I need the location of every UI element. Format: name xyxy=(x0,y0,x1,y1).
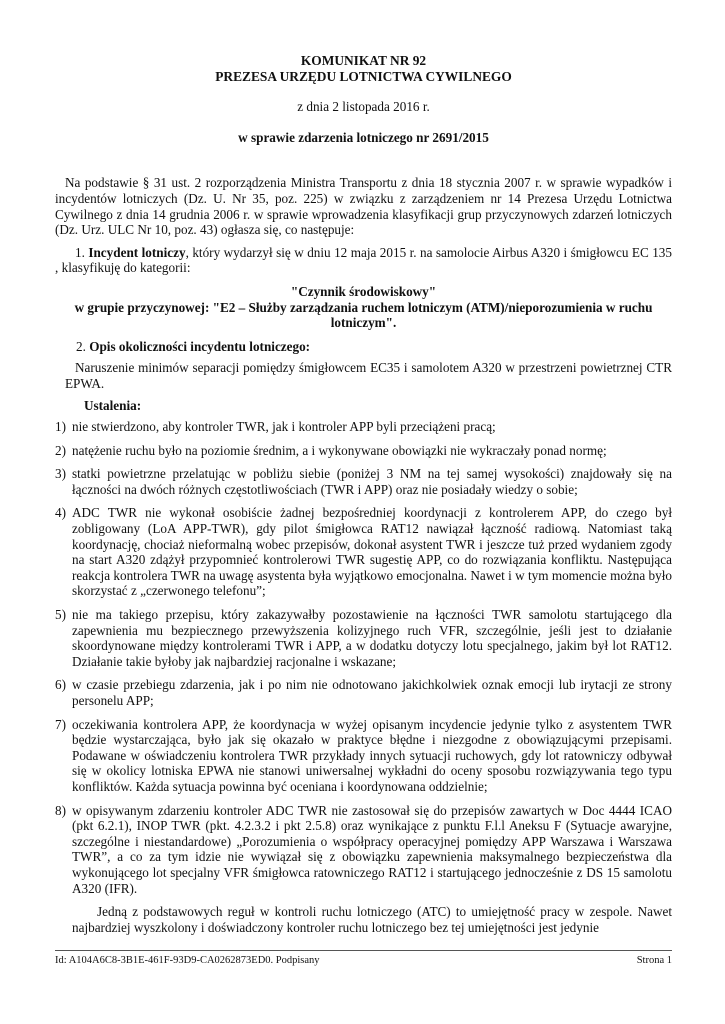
finding-number: 4) xyxy=(55,505,66,521)
point-1 xyxy=(55,245,672,276)
final-paragraph: Jedną z podstawowych reguł w kontroli ruchu lotniczego (ATC) to umiejętność pracy w zespole. Nawet najbardziej wyszkolony i doświadczony kontroler ruchu lotniczego bez tej umiejętności jest jedynie xyxy=(72,904,672,935)
document-id: Id: A104A6C8-3B1E-461F-93D9-CA0262873ED0. Podpisany xyxy=(55,955,320,966)
finding-number: 3) xyxy=(55,466,66,482)
finding-number: 2) xyxy=(55,442,66,458)
finding-text: ADC TWR nie wykonał osobiście żadnej bezpośredniej koordynacji z kontrolerem APP, do czego był zobligowany (LoA APP-TWR), gdy pilot śmigłowca RAT12 nawiązał łączność radiową. Natomiast taką koordynację, chociaż nieformalną wobec przepisów, dokonał asystent TWR i jeszcze tuż przed wydaniem zgody na start A320 zdążył przypomnieć kontrolerowi TWR sugestię APP, co do rozwiązania konfliktu. Następująca reakcja kontrolera TWR na uwagę asystenta była wyjątkowo emocjonalna. Nawet i w tym momencie można było skorzystać z „czerwonego telefonu”; xyxy=(72,505,672,599)
category-line1: "Czynnik środowiskowy" xyxy=(290,283,437,299)
finding-text: oczekiwania kontrolera APP, że koordynacja w wyżej opisanym incydencie jedynie tylko z asystentem TWR będzie wystarczająca, było jak się okazało w praktyce błędne i niezgodne z obowiązującymi przepisami. Podawane w oświadczeniu kontrolera TWR przykłady innych sytuacji ruchowych, gdy lot ratowniczy odbywał się w okolicy lotniska EPWA nie stanowi uniwersalnej wykładni do oceny sposobu rozwiązywania tego typu konfliktów. Każda sytuacja powinna być oceniana i koordynowana oddzielnie; xyxy=(72,716,672,794)
finding-item xyxy=(55,466,672,497)
page-footer xyxy=(55,955,672,967)
finding-text: natężenie ruchu było na poziomie średnim, a i wykonywane obowiązki nie wykraczały ponad normę; xyxy=(72,442,607,458)
document-title-line2: PREZESA URZĘDU LOTNICTWA CYWILNEGO xyxy=(215,68,512,84)
category-line2: w grupie przyczynowej: "E2 – Służby zarządzania ruchem lotniczym (ATM)/nieporozumienia w ruchu lotniczym". xyxy=(74,299,653,331)
finding-item xyxy=(55,607,672,669)
finding-item xyxy=(55,717,672,795)
finding-item xyxy=(55,677,672,708)
finding-item xyxy=(55,419,672,435)
footer-divider xyxy=(55,950,672,951)
findings-heading: Ustalenia: xyxy=(84,397,142,413)
finding-text: w opisywanym zdarzeniu kontroler ADC TWR nie zastosował się do przepisów zawartych w Doc 4444 ICAO (pkt 6.2.1), INOP TWR (pkt. 4.2.3.2 i pkt 2.5.8) oraz wynikające z punktu F.l.l Aneksu F (Sytuacje awaryjne, szczególne i niestandardowe) „Porozumienia o współpracy operacyjnej pomiędzy APP Warszawa i Warszawa TWR”, a co za tym idzie nie wywiązał się z obowiązku zapewnienia maksymalnego bezpieczeństwa dla wykonującego lot specjalny VFR śmigłowca ratowniczego RAT12 i startującego jednocześnie z DS 15 samolotu A320 (IFR). xyxy=(72,802,672,896)
findings-list xyxy=(55,419,672,896)
category-block xyxy=(55,284,672,331)
finding-text: nie stwierdzono, aby kontroler TWR, jak i kontroler APP byli przeciążeni pracą; xyxy=(72,419,496,435)
finding-number: 5) xyxy=(55,607,66,623)
finding-text: w czasie przebiegu zdarzenia, jak i po nim nie odnotowano jakichkolwiek oznak emocji lub irytacji ze strony personelu APP; xyxy=(72,677,672,708)
point-2-body: Naruszenie minimów separacji pomiędzy śmigłowcem EC35 i samolotem A320 w przestrzeni powietrznej CTR EPWA. xyxy=(65,360,672,391)
intro-paragraph: Na podstawie § 31 ust. 2 rozporządzenia Ministra Transportu z dnia 18 stycznia 2007 r. w sprawie wypadków i incydentów lotniczych (Dz. U. Nr 35, poz. 225) w związku z zarządzeniem nr 14 Prezesa Urzędu Lotnictwa Cywilnego z dnia 14 grudnia 2006 r. w sprawie wprowadzenia klasyfikacji grup przyczynowych zdarzeń lotniczych (Dz. Urz. ULC Nr 10, poz. 43) ogłasza się, co następuje: xyxy=(55,175,672,238)
document-subject: w sprawie zdarzenia lotniczego nr 2691/2015 xyxy=(238,129,489,145)
finding-item xyxy=(55,803,672,897)
point-1-label: Incydent lotniczy xyxy=(88,244,186,260)
point-2-number: 2. xyxy=(76,338,86,354)
document-date: z dnia 2 listopada 2016 r. xyxy=(297,99,430,115)
point-2-label: Opis okoliczności incydentu lotniczego: xyxy=(89,338,311,354)
finding-text: statki powietrzne przelatując w pobliżu siebie (poniżej 3 NM na tej samej wysokości) znajdowały się na łączności na dwóch różnych częstotliwościach (TWR i APP) oraz nie posiadały wiedzy o sobie; xyxy=(72,466,672,497)
finding-number: 7) xyxy=(55,716,66,732)
finding-item xyxy=(55,505,672,599)
document-title-line1: KOMUNIKAT NR 92 xyxy=(300,53,427,68)
finding-text: nie ma takiego przepisu, który zakazywałby pozostawienie na łączności TWR samolotu startującego dla zapewnienia mu bezpiecznego przewyższenia kolizyjnego ruch VFR, szczególnie, jeśli jest to działanie skoordynowane między kontrolerami TWR i APP, a w dodatku dotyczy lotu specjalnego, jakim był lot RAT12. Działanie takie byłoby jak najbardziej racjonalne i wskazane; xyxy=(72,607,672,669)
document-page xyxy=(55,53,672,935)
finding-item xyxy=(55,443,672,459)
point-2 xyxy=(55,339,672,355)
point-1-number: 1. xyxy=(75,244,85,260)
point-1-text: , który wydarzył się w dniu 12 maja 2015 r. na samolocie Airbus A320 i śmigłowcu EC 135 , klasyfikuję do kategorii: xyxy=(55,244,672,276)
finding-number: 6) xyxy=(55,677,66,693)
finding-number: 1) xyxy=(55,419,66,435)
page-number: Strona 1 xyxy=(636,955,672,966)
finding-number: 8) xyxy=(55,802,66,818)
